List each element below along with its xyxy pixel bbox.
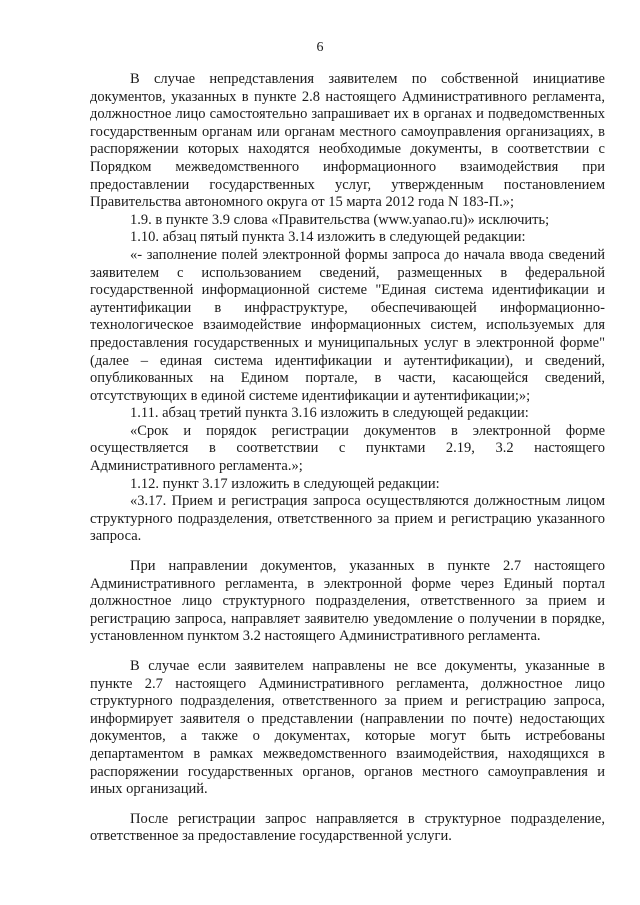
paragraph: После регистрации запрос направляется в структурное подразделение, ответственное за предоставление государственной услуги. — [90, 810, 605, 845]
document-body — [90, 71, 605, 846]
paragraph: В случае непредставления заявителем по собственной инициативе документов, указанных в пункте 2.8 настоящего Административного регламента, должностное лицо самостоятельно запрашивает их в органах и подведомственных государственным органам или органам местного самоуправления организациях, в распоряжении которых находятся необходимые документы, в соответствии с Порядком межведомственного информационного взаимодействия при предоставлении государственных услуг, утвержденным постановлением Правительства автономного округа от 15 марта 2012 года N 183-П.»; — [90, 71, 605, 211]
paragraph: 1.11. абзац третий пункта 3.16 изложить в следующей редакции: — [130, 405, 529, 422]
paragraph: При направлении документов, указанных в пункте 2.7 настоящего Административного регламента, в электронной форме через Единый портал должностное лицо структурного подразделения, ответственного за прием и регистрацию запроса, направляет заявителю уведомление о получении в порядке, установленном пунктом 3.2 настоящего Административного регламента. — [90, 558, 605, 645]
page-number: 6 — [316, 40, 324, 55]
paragraph: 1.9. в пункте 3.9 слова «Правительства (www.yanao.ru)» исключить; — [130, 211, 550, 228]
paragraph: «- заполнение полей электронной формы запроса до начала ввода сведений заявителем с использованием сведений, размещенных в федеральной государственной информационной системе "Единая система идентификации и аутентификации в инфраструктуре, обеспечивающей информационно-технологическое взаимодействие информационных систем, используемых для предоставления государственных и муниципальных услуг в электронной форме" (далее – единая система идентификации и аутентификации), и сведений, опубликованных на Едином портале, в части, касающейся сведений, отсутствующих в единой системе идентификации и аутентификации;»; — [90, 246, 605, 404]
paragraph: В случае если заявителем направлены не все документы, указанные в пункте 2.7 настоящего Административного регламента, должностное лицо структурного подразделения, ответственного за прием и регистрацию запроса, информирует заявителя о представлении (направлении по почте) недостающих документов, а также о документах, которые могут быть истребованы департаментом в рамках межведомственного взаимодействия, находящихся в распоряжении государственных органов, органов местного самоуправления и иных организаций. — [90, 658, 605, 798]
paragraph: 1.10. абзац пятый пункта 3.14 изложить в следующей редакции: — [130, 229, 526, 246]
paragraph: «Срок и порядок регистрации документов в электронной форме осуществляется в соответствии с пунктами 2.19, 3.2 настоящего Административного регламента.»; — [90, 422, 605, 475]
paragraph: «3.17. Прием и регистрация запроса осуществляются должностным лицом структурного подразделения, ответственного за прием и регистрацию указанного запроса. — [90, 493, 605, 545]
paragraph: 1.12. пункт 3.17 изложить в следующей редакции: — [130, 475, 440, 492]
